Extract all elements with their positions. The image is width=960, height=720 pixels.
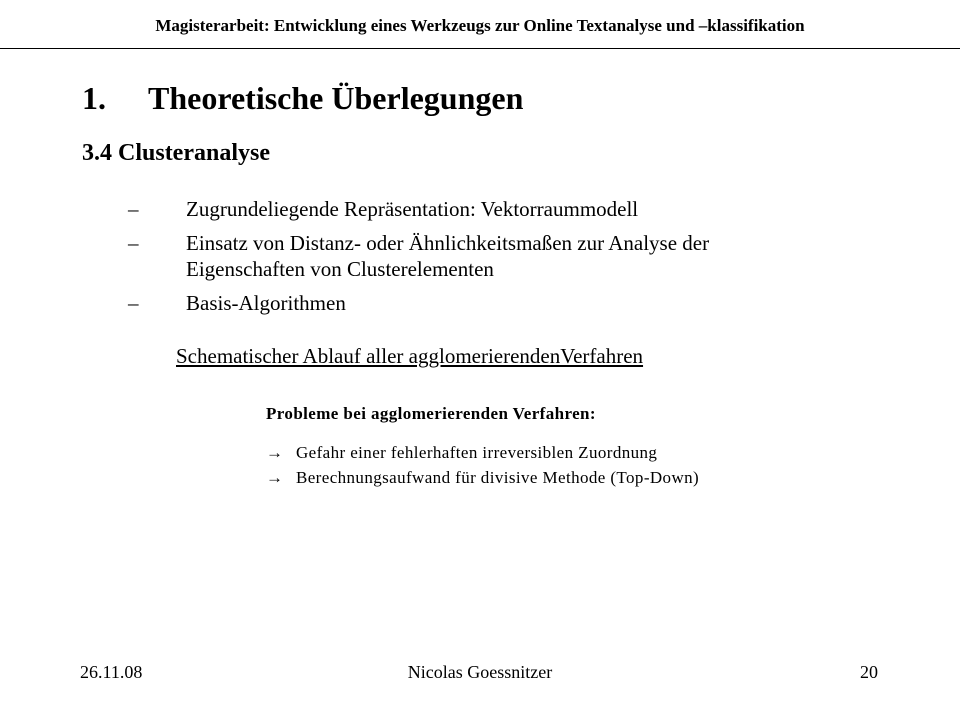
- bullet-marker: –: [128, 197, 139, 221]
- arrow-right-icon: →: [266, 443, 284, 462]
- footer-author: Nicolas Goessnitzer: [407, 662, 553, 682]
- arrow-right-icon: →: [266, 468, 284, 487]
- bullet-item: [128, 290, 826, 316]
- header-title: Magisterarbeit: Entwicklung eines Werkzeugs zur Online Textanalyse und –klassifikation: [155, 16, 805, 35]
- problem-text: Berechnungsaufwand für divisive Methode (Top-Down): [296, 468, 700, 487]
- bullet-text: Basis-Algorithmen: [186, 291, 346, 315]
- footer-date: 26.11.08: [80, 662, 143, 682]
- problems-list: [266, 440, 699, 490]
- bullet-list: [128, 196, 826, 324]
- problem-item: [266, 465, 699, 490]
- section-title: Theoretische Überlegungen: [148, 80, 524, 116]
- bullet-item: [128, 230, 826, 282]
- problem-text: Gefahr einer fehlerhaften irreversiblen Zuordnung: [296, 443, 658, 462]
- bullet-marker: –: [128, 231, 139, 255]
- bullet-text: Einsatz von Distanz- oder Ähnlichkeitsmaßen zur Analyse der Eigenschaften von Clusterelementen: [186, 231, 710, 281]
- bullet-marker: –: [128, 291, 139, 315]
- page-number: 20: [860, 662, 878, 682]
- section-number: 1.: [82, 80, 106, 116]
- bullet-text: Zugrundeliegende Repräsentation: Vektorraummodell: [186, 197, 639, 221]
- problems-heading: Probleme bei agglomerierenden Verfahren:: [266, 404, 596, 423]
- header-divider: [0, 48, 960, 49]
- section-heading: [82, 80, 523, 117]
- problem-item: [266, 440, 699, 465]
- subsection-heading: 3.4 Clusteranalyse: [82, 140, 270, 166]
- bullet-item: [128, 196, 826, 222]
- diagram-caption: Schematischer Ablauf aller agglomerierendenVerfahren: [176, 344, 644, 368]
